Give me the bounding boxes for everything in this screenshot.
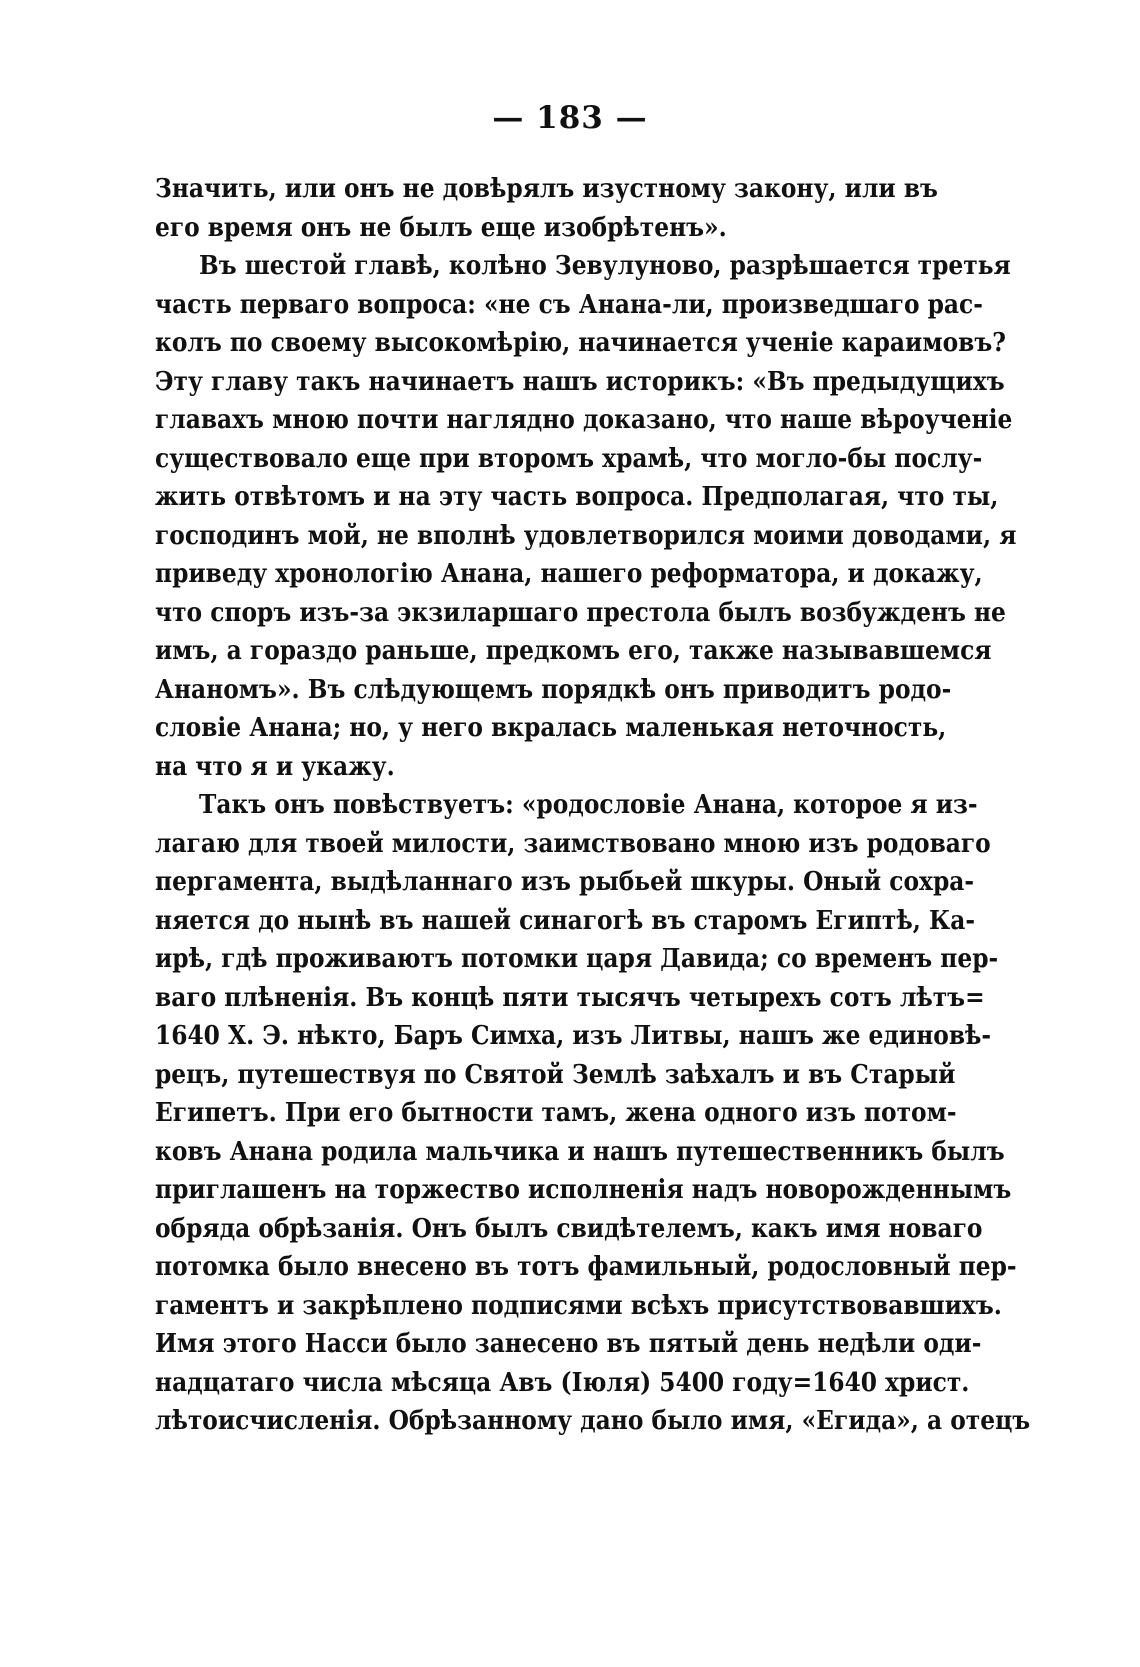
text-line: господинъ мой, не вполнѣ удовлетворился моими доводами, я xyxy=(155,519,1017,551)
text-line: няется до нынѣ въ нашей синагогѣ въ старомъ Египтѣ, Ка- xyxy=(155,904,976,936)
text-line: колъ по своему высокомѣрію, начинается ученіе караимовъ? xyxy=(155,327,1006,358)
text-line: приглашенъ на торжество исполненія надъ новорожденнымъ xyxy=(155,1174,1012,1205)
text-line: Въ шестой главѣ, колѣно Зевулуново, разрѣшается третья xyxy=(199,250,1011,281)
page-number: — 183 — xyxy=(492,100,648,136)
text-line: рецъ, путешествуя по Святой Землѣ заѣхалъ и въ Старый xyxy=(155,1058,956,1090)
text-line: что споръ изъ-за экзиларшаго престола былъ возбужденъ не xyxy=(155,596,1006,628)
text-line: ковъ Анана родила мальчика и нашъ путешественникъ былъ xyxy=(155,1135,1005,1167)
text-line: Египетъ. При его бытности тамъ, жена одного изъ потом- xyxy=(155,1097,957,1128)
text-line: его время онъ не былъ еще изобрѣтенъ». xyxy=(155,211,727,243)
text-line: ваго плѣненія. Въ концѣ пяти тысячъ четырехъ сотъ лѣтъ= xyxy=(155,981,985,1013)
text-line: лѣтоисчисленія. Обрѣзанному дано было имя, «Егида», а отецъ xyxy=(155,1405,1031,1436)
text-line: словіе Анана; но, у него вкралась маленькая неточность, xyxy=(155,712,947,743)
text-line: Значить, или онъ не довѣрялъ изустному закону, или въ xyxy=(155,173,938,204)
text-line: 1640 Х. Э. нѣкто, Баръ Симха, изъ Литвы, нашъ же единовѣ- xyxy=(155,1020,992,1051)
text-line: Имя этого Насси было занесено въ пятый день недѣли оди- xyxy=(155,1328,982,1359)
text-line: жить отвѣтомъ и на эту часть вопроса. Предполагая, что ты, xyxy=(155,481,999,512)
text-line: приведу хронологію Анана, нашего реформатора, и докажу, xyxy=(155,558,983,589)
text-line: пергамента, выдѣланнаго изъ рыбьей шкуры. Оный сохра- xyxy=(155,866,975,897)
text-line: имъ, а гораздо раньше, предкомъ его, также называвшемся xyxy=(155,635,992,666)
text-line: Ананомъ». Въ слѣдующемъ порядкѣ онъ приводитъ родо- xyxy=(155,673,952,705)
text-line: лагаю для твоей милости, заимствовано мною изъ родоваго xyxy=(155,827,991,859)
text-line: ирѣ, гдѣ проживаютъ потомки царя Давида; со временъ пер- xyxy=(155,943,999,974)
text-line: Такъ онъ повѣствуетъ: «родословіе Анана, которое я из- xyxy=(199,789,978,820)
text-line: гаментъ и закрѣплено подписями всѣхъ присутствовавшихъ. xyxy=(155,1289,1002,1321)
text-line: надцатаго числа мѣсяца Авъ (Іюля) 5400 году=1640 христ. xyxy=(155,1366,970,1398)
text-line: обряда обрѣзанія. Онъ былъ свидѣтелемъ, какъ имя новаго xyxy=(155,1212,983,1244)
text-line: часть перваго вопроса: «не съ Анана-ли, произведшаго рас- xyxy=(155,288,983,320)
body-text xyxy=(155,170,1031,1441)
text-line: Эту главу такъ начинаетъ нашъ историкъ: «Въ предыдущихъ xyxy=(155,365,1005,397)
text-line: главахъ мною почти наглядно доказано, что наше вѣроученіе xyxy=(155,404,1013,435)
text-line: существовало еще при второмъ храмѣ, что могло-бы послу- xyxy=(155,442,983,474)
text-line: потомка было внесено въ тотъ фамильный, родословный пер- xyxy=(155,1251,1017,1282)
text-line: на что я и укажу. xyxy=(155,750,395,782)
